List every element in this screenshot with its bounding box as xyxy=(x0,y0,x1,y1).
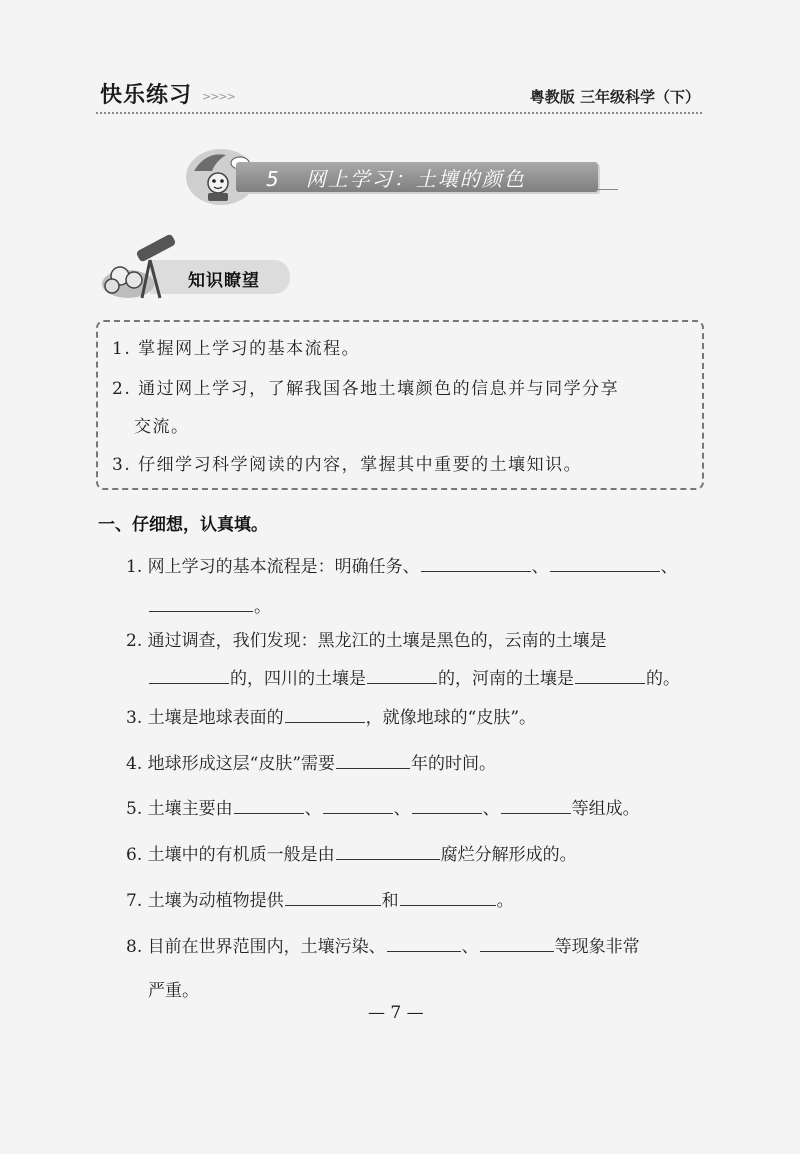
answer-blank[interactable] xyxy=(421,553,531,572)
page-number: — 7 — xyxy=(368,1003,424,1023)
question-4: 4. 地球形成这层“皮肤”需要 年的时间。 xyxy=(126,749,496,774)
knowledge-heading: 知识瞭望 xyxy=(188,271,260,291)
question-5: 5. 土壤主要由 、 、 、 等组成。 xyxy=(126,794,640,819)
answer-blank[interactable] xyxy=(367,665,437,684)
answer-blank[interactable] xyxy=(336,841,440,860)
answer-blank[interactable] xyxy=(501,795,571,814)
lesson-title: 5 网上学习：土壤的颜色 xyxy=(266,167,526,191)
answer-blank[interactable] xyxy=(285,887,381,906)
lesson-title-banner xyxy=(186,145,616,205)
answer-blank[interactable] xyxy=(480,933,554,952)
knowledge-item-2: 2. 通过网上学习，了解我国各地土壤颜色的信息并与同学分享 xyxy=(112,379,620,399)
knowledge-box xyxy=(96,320,704,490)
section-title: 一、仔细想，认真填。 xyxy=(98,515,268,535)
answer-blank[interactable] xyxy=(387,933,461,952)
answer-blank[interactable] xyxy=(336,750,410,769)
question-8: 8. 目前在世界范围内，土壤污染、 、 等现象非常 xyxy=(126,932,640,957)
question-2-cont: 的，四川的土壤是 的，河南的土壤是 的。 xyxy=(148,664,680,689)
knowledge-item-2-cont: 交流。 xyxy=(134,417,190,437)
answer-blank[interactable] xyxy=(149,593,253,612)
question-2: 2. 通过调查，我们发现：黑龙江的土壤是黑色的，云南的土壤是 xyxy=(126,631,607,651)
arrows-decoration: >>>> xyxy=(202,90,235,103)
page-header xyxy=(100,78,700,112)
question-1-cont: 。 xyxy=(148,592,271,617)
answer-blank[interactable] xyxy=(550,553,660,572)
question-3: 3. 土壤是地球表面的 ，就像地球的“皮肤”。 xyxy=(126,703,536,728)
question-7: 7. 土壤为动植物提供 和 。 xyxy=(126,886,514,911)
header-divider xyxy=(96,112,702,114)
answer-blank[interactable] xyxy=(149,665,229,684)
answer-blank[interactable] xyxy=(285,704,365,723)
question-1: 1. 网上学习的基本流程是：明确任务、 、 、 xyxy=(126,552,678,577)
knowledge-item-3: 3. 仔细学习科学阅读的内容，掌握其中重要的土壤知识。 xyxy=(112,455,583,475)
question-6: 6. 土壤中的有机质一般是由 腐烂分解形成的。 xyxy=(126,840,577,865)
answer-blank[interactable] xyxy=(323,795,393,814)
knowledge-heading-block xyxy=(98,232,298,302)
title-underline xyxy=(596,189,618,190)
telescope-icon xyxy=(98,232,186,306)
answer-blank[interactable] xyxy=(575,665,645,684)
book-edition: 粤教版 三年级科学（下） xyxy=(529,88,700,106)
answer-blank[interactable] xyxy=(234,795,304,814)
answer-blank[interactable] xyxy=(412,795,482,814)
answer-blank[interactable] xyxy=(400,887,496,906)
knowledge-item-1: 1. 掌握网上学习的基本流程。 xyxy=(112,339,361,359)
question-8-cont: 严重。 xyxy=(148,981,199,1001)
series-title: 快乐练习 xyxy=(100,83,193,108)
